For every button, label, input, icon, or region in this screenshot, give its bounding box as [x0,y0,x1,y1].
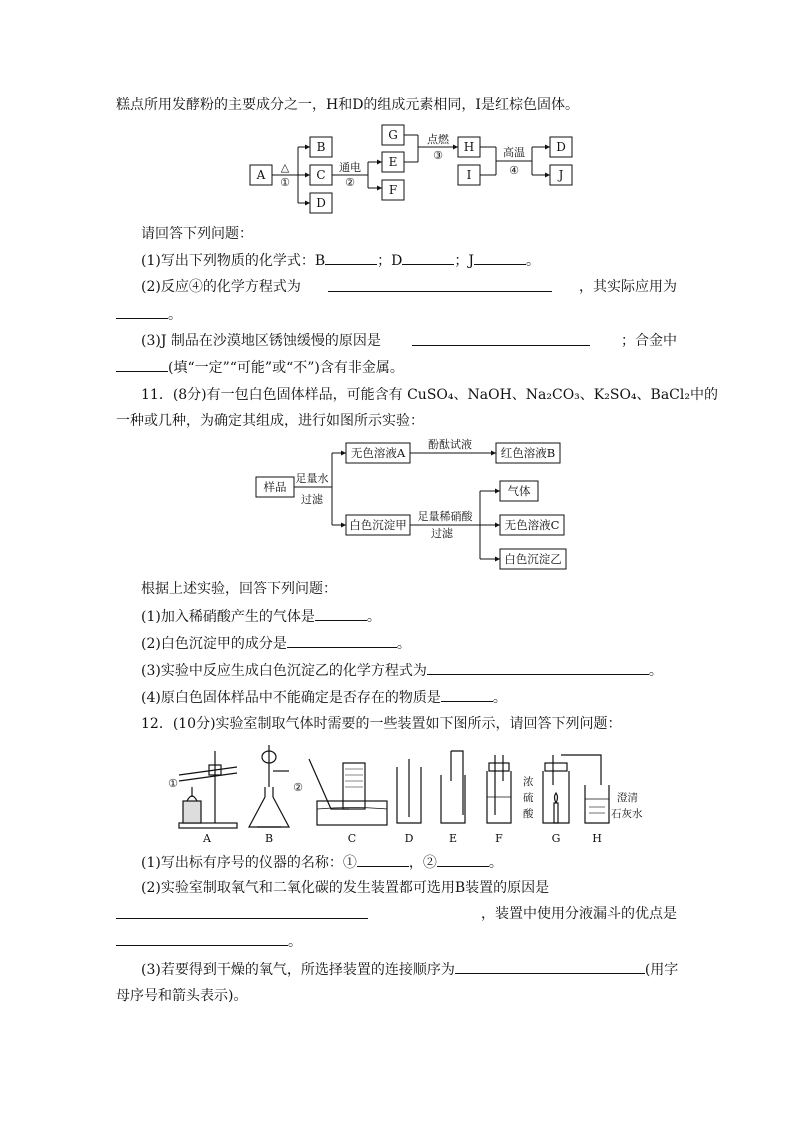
apparatus-D [397,759,421,823]
q11-line1: 11．(8分)有一包白色固体样品，可能含有 CuSO₄、NaOH、Na₂CO₃、K₂SO₄、BaCl₂中的 [141,387,718,403]
label-filter-2: 过滤 [431,527,453,540]
label-D: D [404,832,414,845]
answer-blank[interactable] [357,852,409,867]
label-G: G [551,832,561,845]
heat-mark: △ [280,161,290,174]
high-temp-label: 高温 [503,146,525,159]
mark-1: ① [168,777,178,790]
apparatus-F [487,755,511,823]
acid-label-1: 浓 [523,776,534,788]
q12-part2-cont: ，装置中使用分液漏斗的优点是 [116,904,677,924]
label-C: C [316,168,326,182]
answer-blank[interactable] [116,931,288,946]
label-red-solution-B: 红色溶液B [500,446,556,460]
reaction-1-mark: ① [280,176,290,189]
answer-blank[interactable] [328,277,552,292]
apparatus-B [249,745,289,827]
label-solution-A: 无色溶液A [350,446,406,460]
q12-part2-end: 。 [116,931,302,952]
intro-line: 糕点所用发酵粉的主要成分之一，H和D的组成元素相同，I是红棕色固体。 [116,97,579,113]
label-J: J [558,168,564,182]
answer-blank[interactable] [441,687,493,702]
label-nitric-acid: 足量稀硝酸 [417,510,473,523]
apparatus-H [585,785,609,823]
q12-part1: (1)写出标有序号的仪器的名称：① ，② 。 [141,852,503,873]
label-H: H [592,832,602,845]
label-A: A [256,168,266,182]
label-B: B [316,140,326,154]
ignite-label: 点燃 [427,133,449,146]
q10-part3: (3)J 制品在沙漠地区锈蚀缓慢的原因是 ；合金中 [141,333,677,349]
answer-blank[interactable] [474,250,526,265]
apparatus-C [309,759,387,825]
label-F: F [388,183,398,197]
q11-part4: (4)原白色固体样品中不能确定是否存在的物质是 。 [141,687,507,708]
q10-part3-cont: (填“一定”“可能”或“不”)含有非金属。 [116,357,404,378]
label-F: F [495,832,503,845]
label-B: B [264,832,274,845]
lab-apparatus-figure [165,741,665,847]
apparatus-E [441,751,465,823]
answer-blank[interactable] [287,633,397,648]
label-E: E [388,155,398,169]
q12-part2: (2)实验室制取氧气和二氧化碳的发生装置都可选用B装置的原因是 [141,880,550,896]
label-precipitate-jia: 白色沉淀甲 [349,518,407,532]
label-C: C [347,832,357,845]
label-G: G [388,128,398,142]
answer-blank[interactable] [116,304,168,319]
answer-blank[interactable] [437,852,489,867]
label-A: A [203,832,211,845]
label-precipitate-yi: 白色沉淀乙 [504,552,562,566]
label-sample: 样品 [263,480,287,494]
experiment-flow-diagram [250,437,580,575]
answer-blank[interactable] [455,959,645,974]
answer-blank[interactable] [315,606,367,621]
label-I: I [466,168,472,182]
q11-part2: (2)白色沉淀甲的成分是 。 [141,633,411,654]
label-filter-1: 过滤 [301,493,323,506]
q10-prompt: 请回答下列问题： [141,226,253,242]
answer-blank[interactable] [427,660,649,675]
limewater-label-1: 澄清 [617,792,638,804]
q12-part3: (3)若要得到干燥的氧气，所选择装置的连接顺序为 (用字 [141,959,678,980]
mark-2: ② [293,781,303,794]
label-D2: D [556,140,566,154]
reaction-2-mark: ② [345,176,355,189]
label-solution-C: 无色溶液C [504,518,560,532]
apparatus-A [179,751,237,828]
label-phenolphthalein: 酚酞试液 [428,438,472,451]
q12-part3-cont: 母序号和箭头表示)。 [116,988,248,1004]
limewater-label-2: 石灰水 [611,808,643,820]
label-H: H [463,140,475,154]
q10-part2: (2)反应④的化学方程式为 ，其实际应用为 [141,279,677,295]
q11-prompt: 根据上述实验，回答下列问题： [141,581,337,597]
answer-blank[interactable] [402,250,454,265]
q12-line1: 12．(10分)实验室制取气体时需要的一些装置如下图所示，请回答下列问题： [141,716,622,732]
label-D: D [316,196,326,210]
answer-blank[interactable] [116,904,368,919]
reaction-4-mark: ④ [509,164,519,177]
q11-line2: 一种或几种，为确定其组成，进行如图所示实验： [116,413,424,429]
acid-label-3: 酸 [523,808,534,820]
q10-part1: (1)写出下列物质的化学式：B ；D ；J 。 [141,250,540,271]
answer-blank[interactable] [412,331,590,346]
label-gas: 气体 [507,484,531,498]
q11-part1: (1)加入稀硝酸产生的气体是 。 [141,606,381,627]
q10-part2-cont: 。 [116,304,182,325]
label-water: 足量水 [295,472,329,485]
electrolysis-label: 通电 [339,161,361,174]
answer-blank[interactable] [116,357,168,372]
acid-label-2: 硫 [523,792,534,804]
label-E: E [448,832,458,845]
answer-blank[interactable] [325,250,377,265]
reaction-3-mark: ③ [433,149,443,162]
q11-part3: (3)实验中反应生成白色沉淀乙的化学方程式为 。 [141,660,663,681]
reaction-flow-diagram [240,120,585,220]
